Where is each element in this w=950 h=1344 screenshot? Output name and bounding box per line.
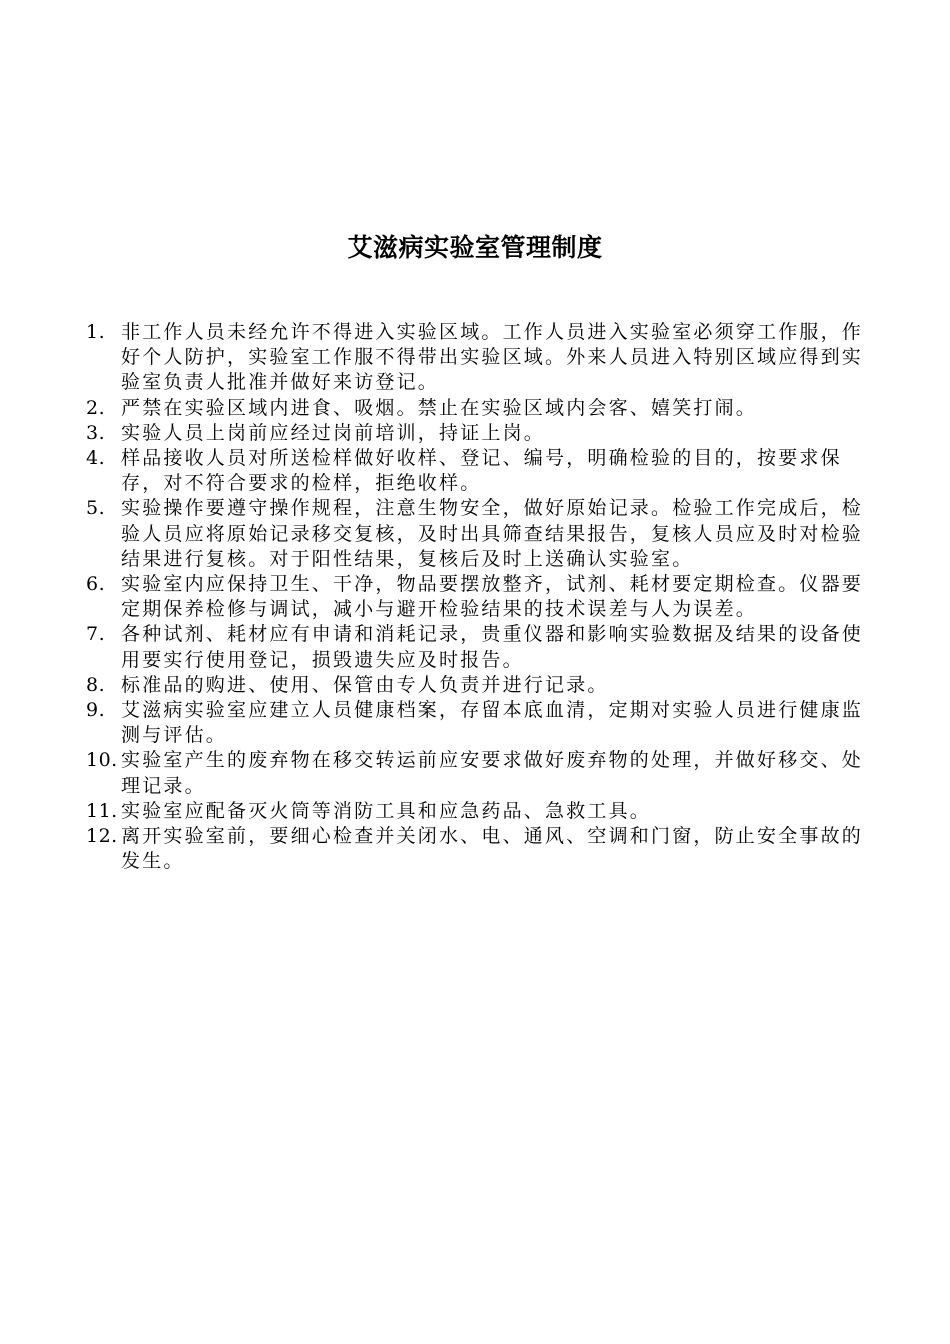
list-item-text: 严禁在实验区域内进食、吸烟。禁止在实验区域内会客、嬉笑打闹。	[121, 396, 758, 419]
list-item-text: 非工作人员未经允许不得进入实验区域。工作人员进入实验室必须穿工作服，作好个人防护，实验室工作服不得带出实验区域。外来人员进入特别区域应得到实验室负责人批准并做好来访登记。	[121, 321, 864, 394]
list-item-text: 实验室产生的废弃物在移交转运前应安要求做好废弃物的处理，并做好移交、处理记录。	[121, 749, 864, 797]
rules-list	[86, 320, 876, 874]
list-item-number: 3.	[86, 421, 106, 444]
list-item	[86, 799, 876, 824]
list-item-text: 样品接收人员对所送检样做好收样、登记、编号，明确检验的目的，按要求保存，对不符合要求的检样，拒绝收样。	[121, 447, 842, 495]
list-item-number: 6.	[86, 573, 106, 596]
list-item	[86, 446, 876, 496]
list-item-number: 12.	[86, 825, 118, 848]
list-item-number: 10.	[86, 749, 118, 772]
list-item	[86, 572, 876, 622]
list-item	[86, 320, 876, 396]
list-item-text: 实验人员上岗前应经过岗前培训，持证上岗。	[121, 421, 546, 444]
document-title: 艾滋病实验室管理制度	[347, 233, 603, 262]
list-item	[86, 396, 876, 421]
list-item-number: 11.	[86, 799, 118, 822]
list-item-text: 艾滋病实验室应建立人员健康档案，存留本底血清，定期对实验人员进行健康监测与评估。	[121, 699, 864, 747]
list-item	[86, 622, 876, 672]
list-item-text: 离开实验室前，要细心检查并关闭水、电、通风、空调和门窗，防止安全事故的发生。	[121, 825, 864, 873]
list-item	[86, 748, 876, 798]
list-item	[86, 673, 876, 698]
list-item-number: 2.	[86, 396, 106, 419]
list-item	[86, 496, 876, 572]
list-item	[86, 824, 876, 874]
list-item-text: 实验操作要遵守操作规程，注意生物安全，做好原始记录。检验工作完成后，检验人员应将原始记录移交复核，及时出具筛查结果报告，复核人员应及时对检验结果进行复核。对于阳性结果，复核后及时上送确认实验室。	[121, 497, 864, 570]
list-item-number: 5.	[86, 497, 106, 520]
list-item	[86, 421, 876, 446]
list-item-number: 9.	[86, 699, 106, 722]
list-item-text: 实验室内应保持卫生、干净，物品要摆放整齐，试剂、耗材要定期检查。仪器要定期保养检修与调试，减小与避开检验结果的技术误差与人为误差。	[121, 573, 864, 621]
list-item-number: 8.	[86, 673, 106, 696]
list-item-number: 4.	[86, 447, 106, 470]
list-item	[86, 698, 876, 748]
list-item-text: 各种试剂、耗材应有申请和消耗记录，贵重仪器和影响实验数据及结果的设备使用要实行使用登记，损毁遗失应及时报告。	[121, 623, 864, 671]
list-item-number: 7.	[86, 623, 106, 646]
list-item-text: 标准品的购进、使用、保管由专人负责并进行记录。	[121, 673, 609, 696]
list-item-text: 实验室应配备灭火筒等消防工具和应急药品、急救工具。	[121, 799, 652, 822]
list-item-number: 1.	[86, 321, 106, 343]
